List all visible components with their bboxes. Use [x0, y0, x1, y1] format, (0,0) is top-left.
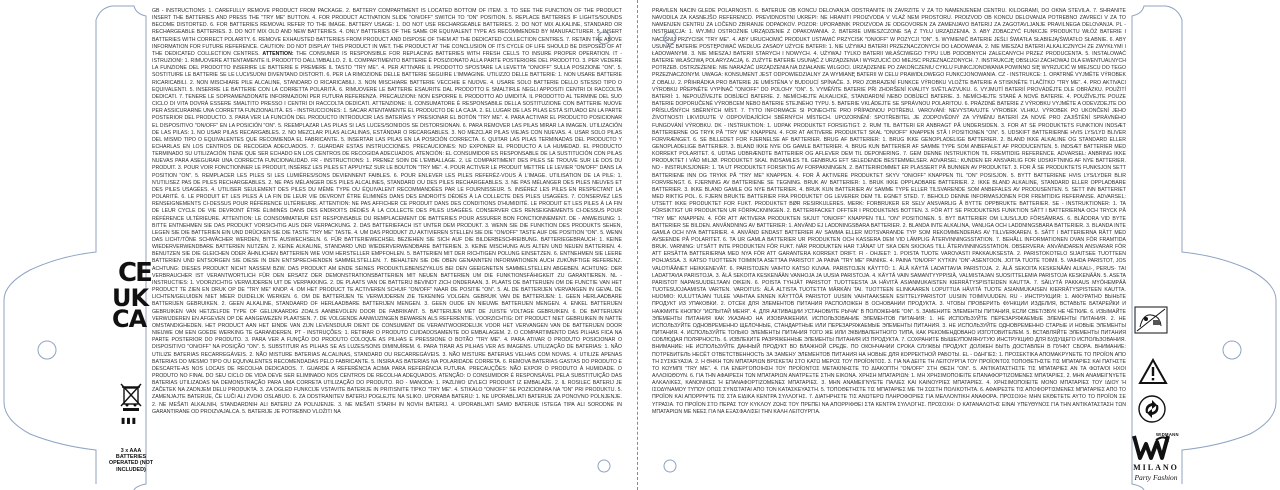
- ukca-mark: [112, 284, 152, 333]
- warning-triangle-icon: [1138, 358, 1168, 385]
- instructions-text-right: PRAVILEN NAČIN GLEDE POLARNOSTI. 6. BATERIJE OB KONCU DELOVANJA ODSTRANITE IN ZAVRZITE V ZA TO NAMENJENEM CENTRU. KILOGRAMI, DO OKNA ŠTEVILA. 7. SHRANITE NAVODILA ZA KASNEJŠO REFERENCO. PREVIDNOSTNI UKREPI: NE HRANITI PROIZVODA V VLAŽ NEM PROSTORU. PROIZVOD OB KONCU DELOVANJA POTREBNO ZAVRECI V ZA TO NAMENJEN CENTRU ZA LOČENO ZBIRANJE ODPADKOV. POZOR: UPORABNIK PROIZVODA JE ODGOVOREN ZA ZAMENJAVO BATERIJ ZA ZAGOTAVLJANJE PRAVILNEGA DELOVANJA. PL - INSTRUKCJA: 1. WYJMIJ OSTROŻNIE URZĄDZENIE Z OPAKOWANIA. 2. BATERIE UMIESZCZONE SĄ Z TYŁU URZĄDZENIA. 3. ABY ZOBACZYĆ FUNKCJE PRODUKTU WŁÓŻ BATERIE I NACIŚNIJ PRZYCISK "TRY ME". 4. ABY URUCHOMIĆ PRODUKT USTAWIĆ PRZYCISK "ON/OFF" W POZYCJI "ON". 5. WYMIENIĆ BATERIE JEŚLI ŚWIATŁA SŁABIEJĄ/ŚWIATŁO SŁABNIE. 6. ABY USUNĄĆ BATERIE POSTĘPOWAĆ WEDŁUG ZASADY UŻYCIE BATERII: 1. NIE UŻYWAJ BATERII PRZEZNACZONYCH DO ŁADOWANIA. 2. NIE MIESZAJ BATERII ALKALICZNYCH ZE ZWYKŁYMI I ŁADOWANYMI. 3. NIE MIESZAJ BATERII STARYCH I NOWYCH. 4. UŻYWAJ TYLKO BATERII WŁAŚCIWEGO TYPU LUB PODOBNYCH ZALECANYCH PRZEZ PRODUCENTA. 5. INSTALOWAĆ BATERIE WŁAŚCIWĄ POLARYZACJĄ. 6. ZUŻYTE BATERIE USUNĄĆ Z URZĄDZENIA I WYRZUCIĆ DO MIEJSC PRZEZNACZONYCH. 7. INSTRUKCJĘ OBSŁUGI ZACHOWAJ DLA EWENTUALNYCH POTRZEB. OSTRZEŻENIE: NIE NARAŻAĆ URZĄDZENIA NA DZIAŁANIE WILGOCI. URZĄDZENIE PO ZAKOŃCZENIU CYKLU FUNKCJONOWANIA POWINNO SIĘ WYRZUCIĆ W MIEJSCU DO TEGO PRZEZNACZONYM. UWAGA: KONSUMENT JEST ODPOWIEDZIALNY ZA WYMIANĘ BATERII W CELU PRAWIDŁOWEGO FUNKCJONOWANIA. CZ - INSTRUKCE: 1. OPATRNĚ VYJMĚTE VÝROBEK Z OBALU. 2. PŘIHRÁDKA PRO BATERIE JE UMÍSTĚNA V BUDOUCÍ SPÍNAČE. 3. PRO ZOBRAZENÍ FUNKCE VÝROBKU VLOŽTE BATERIE A STISKNĚTE TLAČÍTKO "TRY ME". 4. PRO AKTIVACI VÝROBKU PŘEPNĚTE VYPÍNAČ "ON/OFF" DO POLOHY "ON". 5. VYMĚŇTE BATERIE PŘI ZHORŠENÍ KVALITY SVĚTLA/ZVUKU. 6. VYJMUTÍ BATERIÍ PROVÁDĚJTE DLE OBRÁZKU. POUŽITÍ BATERIÍ: 1. NEPOUŽÍVEJTE DOBÍJECÍ BATERIE. 2. NEMÍCHEJTE ALKALICKÉ, STANDARDNÍ NEBO DOBÍJECÍ BATERIE. 3. NEMÍCHEJTE STARÉ A NOVÉ BATERIE. 4. POUŽÍVEJTE POUZE BATERIE DOPORUČENÉ VÝROBCEM NEBO BATERIE STEJNÉHO TYPU. 5. BATERIE VKLÁDEJTE SE SPRÁVNOU POLARITOU. 6. PRÁZDNÉ BATERIE Z VÝROBKU VYJMĚTE A ODEVZDEJTE DO PŘÍSLUŠNÝCH SBĚRNÝCH MÍST. 7. TYTO INFORMACE SI PONECHTE PRO PŘÍPADNOU POTŘEBU. VAROVÁNÍ: NEVYSTAVUJTE VÝROBEK VLHKU. VÝROBEK PO UKONČENÍ JEHO ŽIVOTNOSTI LIKVIDUJTE V ODPOVÍDAJÍCÍCH SBĚRNÝCH MÍSTECH. UPOZORNĚNÍ: SPOTŘEBITEL JE ZODPOVĚDNÝ ZA VÝMĚNU BATERIÍ ZA NOVÉ PRO ZAJIŠTĚNÍ SPRÁVNÉHO FUNGOVÁNÍ VÝROBKU. DK - INSTRUKTION: 1. UDPAK PRODUKTET FORSIGTIGT. 2. RUM TIL BATTERI ER ANBRAGT PÅ UNDERSIDEN. 3. FOR AT SE PRODUKTETS FUNKTION INDSÆT BATTERIERNE OG TRYK PÅ "TRY ME" KNAPPEN. 4. FOR AT AKTIVERE PRODUKTET SKAL "ON/OFF" KNAPPEN STÅ I POSITIONEN "ON". 5. UDSKIFT BATTERIERNE HVIS LYS/LYD BLIVER FORVRÆNGET. 6. SE BILLEDET FOR FJERNELSE AF BATTERIER. BRUG AF BATTERIER: 1. BRUG IKKE GENOPLADELIGE BATTERIER. 2. BLAND IKKE ALKALINE OG STANDARD ELLER GENOPLADELIGE BATTERIER. 3. BLAND IKKE NYE OG GAMLE BATTERIER. 4. BRUG KUN BATTERIER AF SAMME TYPE SOM ANBEFALET AF PRODUCENTEN. 5. INDSÆT BATTERIER MED KORREKT POLARITET. 6. UDTAG UDBRÆNDTE BATTERIER OG AFLEVER DEM TIL DEPONERING. 7. GEM DENNE INSTRUKTION TIL FREMTIDIG REFERENCE. ADVARSEL: ANBRING IKKE PRODUKTET I VÅD MILJØ. PRODUKTET SKAL INDSAMLES TIL GENBRUG EFT SELEDENDE BESTEMMELSER. ADVARSEL: KUNDEN ER ANSVARLIG FOR UDSKIFTNING AF NYE BATTERIER. NO - INSTRUKSJONER: 1. TA UT PRODUKTET FORSIKTIG AV FORPAKNINGEN. 2. BATTERIROMMET ER PLASSERT PÅ BUNNEN AV PRODUKTET. 3. FOR Å SE PRODUKTETS FUNKSJON SETT BATTERIENE INN OG TRYKK PÅ "TRY ME" KNAPPEN. 4. FOR Å AKTIVERE PRODUKTET SKYV "ON/OFF" KNAPPEN TIL "ON" POSISJON. 5. BYTT BATTERIENE HVIS LYS/LYDER BLIR FORVRENGT. 6. FJERNING AV BATTERIENE SE TEGNING. BRUK AV BATTERIER: 1. BRUK IKKE OPPLADBARE BATTERIER. 2. IKKE BLAND ALKALINE, STANDARD ELLER OPPLADBARE BATTERIER. 3. IKKE BLAND GAMLE OG NYE BATTERIER. 4. BRUK KUN BATTERIER AV SAMME TYPE ELLER TILSVARENDE SOM ANBEFALES AV PRODUSENTEN. 5. SETT INN BATTERIET MED RIKTIG POL. 6. FJERN BRUKTE BATTERIER FRA PRODUKTET OG LEVERER DEM TIL EGNET STED. 7. BEHOLD DENNE INFORMASJONEN FOR FREMTIDIG REFERANSE. ADVARSEL: UTSETT IKKE PRODUKTET FOR FUKT. PRODUKTET BØR RESIRKULERES. MERK: FORBRUKER ER SELV ANSVARLIG Å BYTTE OPPBRUKTE BATTERIER. SE - INSTRUKTIONER: 1. TA FÖRSIKTIGT UR PRODUKTEN UR FÖRPACKNINGEN. 2. BATTERIFACKET OFFTER I PRODUKTENS BOTTEN. 3. FÖR ATT SE PRODUKTENS FUNKTION SÄTT I BATTERIERNA OCH TRYCK PÅ "TRY ME" KNAPPEN. 4. FÖR ATT AKTIVERA PRODUKTEN SKJUT "ON/OFF" KNAPPEN TILL "ON" POSITIONEN. 5. BYT BATTERIER OM LJUS/LJUD FÖRSÄMRAS. 6. BLÄDDRA VID BYTE BATTERIER SE BILDEN. ANVÄNDNING AV BATTERIER: 1. ANVÄND EJ LADDNINGSBARA BATTERIER. 2. BLANDA INTE ALKALINA, VANLIGA OCH LADDNINGSBARA BATTERIER. 3. BLANDA INTE GAMLA OCH NYA BATTERIER. 4. ANVÄND ENDAST BATTERIER AV SAMMA ELLER MOTSVARANDE TYP SOM REKOMMENDERAS AV TILLVERKAREN. 5. SÄTT I BATTERIERNA RÄTT MED AVSEENDE PÅ POLARITET. 6. TA UR GAMLA BATTERIER UR PRODUKTEN OCH KASSERA DEM VID LÄMPLIG ÅTERVINNINGSSTATION. 7. BEHÅLL INFORMATIONEN OVAN FÖR FRAMTIDA BRUK. VARNING: UTSÄTT INTE PRODUKTEN FÖR FUKT. NÄR PRODUKTEN HAR TJÄNAT UT SKA DEN SKICKAS TILL ÅTERVINNINGSSTATION. OBSERVERA: ANVÄNDAREN ANSVARAR FÖR ATT ERSÄTTA BATTERIERNA MED NYA FÖR ATT GARANTERA KORREKT DRIFT. FI - OHJEET: 1. POISTA TUOTE VAROVASTI PAKKAUKSESTA. 2. PARISTOKOTELO SIJAITSEE TUOTTEEN POHJASSA. 3. KATSO TUOTTEEN TOIMINTA ASETTAA PARISTOT JA PAINA "TRY ME" PAINIKE. 4. PAINA "ON/OFF" KYTKIN "ON"-ASENTOON. JOTTA TUOTE TOIMII. 5. VAIHDA PARISTOT, JOS VALOT/ÄÄNET HEIKKENEVÄT. 6. PARISTOJEN VAIHTO KATSO KUVAA. PARISTOJEN KÄYTTÖ: 1. ÄLÄ KÄYTÄ LADATTAVIA PARISTOJA. 2. ÄLÄ SEKOITA KESKENÄÄN ALKALI-, PERUS- TAI LADATTAVIA PARISTOJA. 3. ÄLÄ SEKOITA KESKENÄÄN VANHOJA JA UUSIA PARISTOJA. 4. KÄYTÄ VAIN SAMANTYYPPISIÄ, VALMISTAJAN SUOSITTELEMIA PARISTOJA KESKENÄÄN. 5. ASETA PARISTOT NAPAISUUDELTAAN OIKEIN. 6. POISTA TYHJÄT PARISTOT TUOTTEESTA JA HÄVITÄ ASIANMUKAISTEN KIERRÄTYSPISTEIDEN KAUTTA. 7. SÄILYTÄ PAKKAUS MYÖHEMPÄÄ TUOTESUOJAAMISTA VARTEN. VAROITUS: ÄLÄ ALTISTA TUOTETTA MÄRKÄN TAI. TUOTTEEN ELINKAAREN LOPUTTUA HÄVITÄ TUOTE ASIANMUKAISEN KIERRÄTYSPISTEEN KAUTTA. HUOMIO: KULUTTAJAN TULEE VAIHTAA ENNEN KÄYTTÖÄ PARISTOT UUSIIN VAIHTAAKSEEN ESITTELYPARISTOT UUSIIN TOIMIVUUDEN. RU - ИНСТРУКЦИЯ: 1. АККУРАТНО ВЫНЬТЕ ПРОДУКТ ИЗ УПАКОВКИ. 2. ОТСЕК ДЛЯ ЭЛЕМЕНТОВ ПИТАНИЯ РАСПОЛОЖЕН В ОСНОВАНИИ ПРОДУКТА. 3. ЧТОБЫ ПРОВЕРИТЬ ФУНКЦИИ ИЗДЕЛИЯ, ВСТАВЬТЕ БАТАРЕЙКИ И НАЖМИТЕ КНОПКУ "ИСПЫТАЙ МЕНЯ". 4. ДЛЯ АКТИВАЦИИ УСТАНОВИТЕ РЫЧАГ В ПОЛОЖЕНИЕ "ON". 5. ЗАМЕНИТЕ ЭЛЕМЕНТЫ ПИТАНИЯ, ЕСЛИ СВЕТ/ЗВУК НЕ ЧЁТКИЕ. 6. ИЗЫМАЙТЕ ЭЛЕМЕНТЫ ПИТАНИЯ КАК УКАЗАНО НА ИЗОБРАЖЕНИИ. ИСПОЛЬЗОВАНИЕ ЭЛЕМЕНТОВ ПИТАНИЯ: 1. НЕ ИСПОЛЬЗУЙТЕ ПЕРЕЗАРЯЖАЕМЫЕ ЭЛЕМЕНТЫ ПИТАНИЯ. 2. НЕ ИСПОЛЬЗУЙТЕ ОДНОВРЕМЕННО ЩЕЛОЧНЫЕ, СТАНДАРТНЫЕ ИЛИ ПЕРЕЗАРЯЖАЕМЫЕ ЭЛЕМЕНТЫ ПИТАНИЯ. 3. НЕ ИСПОЛЬЗУЙТЕ ОДНОВРЕМЕННО СТАРЫЕ И НОВЫЕ ЭЛЕМЕНТЫ ПИТАНИЯ. 4. ИСПОЛЬЗУЙТЕ ТОЛЬКО ЭЛЕМЕНТЫ ПИТАНИЯ ТОГО ЖЕ ИЛИ ЭКВИВАЛЕНТНОГО ТИПА, КАК РЕКОМЕНДОВАНО ИЗГОТОВИТЕЛЕМ. 5. ВСТАВЛЯЙТЕ ЭЛЕМЕНТЫ ПИТАНИЯ СОБЛЮДАЯ ПОЛЯРНОСТЬ. 6. ИЗВЛЕКИТЕ РАЗРЯЖЕННЫЕ ЭЛЕМЕНТЫ ПИТАНИЯ ИЗ ПРОДУКТА. 7. СОХРАНИТЕ ВЫШЕУПОМЯНУТУЮ ИНСТРУКЦИЮ ДЛЯ БУДУЩЕГО ИСПОЛЬЗОВАНИЯ. ВНИМАНИЕ: НЕ ИСПОЛЬЗУЙТЕ ДАННЫЙ ПРОДУКТ ВО ВЛАЖНОЙ СРЕДЕ. ПО ОКОНЧАНИИ СРОКА СЛУЖБЫ ПРОДУКТ ДОЛЖЕН БЫТЬ ДОСТАВЛЕН В ПУНКТ СБОРА. ВНИМАНИЕ: ПОТРЕБИТЕЛЬ НЕСЁТ ОТВЕТСТВЕННОСТЬ ЗА ЗАМЕНУ ЭЛЕМЕНТОВ ПИТАНИЯ НА НОВЫЕ ДЛЯ КОРРЕКТНОЙ РАБОТЫ. EL - ΟΔΗΓΙΕΣ: 1. ΠΡΟΣΕΚΤΙΚΑ ΑΠΟΜΑΚΡΥΝΕΤΕ ΤΟ ΠΡΟΪΟΝ ΑΠΟ ΤΗ ΣΥΣΚΕΥΑΣΙΑ. 2. Η ΘΗΚΗ ΤΩΝ ΜΠΑΤΑΡΙΩΝ ΒΡΙΣΚΕΤΑΙ ΣΤΟ ΚΑΤΩ ΜΕΡΟΣ ΤΟΥ ΠΡΟΪΟΝΤΟΣ. 3. ΓΙΑ ΝΑ ΔΕΙΤΕ ΤΗ ΛΕΙΤΟΥΡΓΙΑ ΤΟΥ ΠΡΟΪΟΝΤΟΣ ΤΟΠΟΘΕΤΗΣΤΕ ΤΙΣ ΜΠΑΤΑΡΙΕΣ ΚΑΙ ΠΑΤΗΣΤΕ ΤΟ ΚΟΥΜΠΙ "TRY ME". 4. ΓΙΑ ΕΝΕΡΓΟΠΟΙΗΣΗ ΤΟΥ ΠΡΟΪΟΝΤΟΣ ΜΕΤΑΚΙΝΗΣΤΕ ΤΟ ΔΙΑΚΟΠΤΗ "ON/OFF" ΣΤΗ ΘΕΣΗ "ON". 5. ΑΝΤΙΚΑΤΑΣΤΗΣΤΕ ΤΙΣ ΜΠΑΤΑΡΙΕΣ ΑΝ ΤΑ ΦΩΤΑ/ΟΙ ΗΧΟΙ ΑΛΛΟΙΩΘΟΥΝ. 6. ΓΙΑ ΤΗΝ ΑΦΑΙΡΕΣΗ ΤΩΝ ΜΠΑΤΑΡΙΩΝ ΑΝΑΤΡΕΞΤΕ ΣΤΗΝ ΕΙΚΟΝΑ. ΧΡΗΣΗ ΜΠΑΤΑΡΙΩΝ: 1. ΜΗ ΧΡΗΣΙΜΟΠΟΙΕΙΤΕ ΕΠΑΝΑΦΟΡΤΙΖΟΜΕΝΕΣ ΜΠΑΤΑΡΙΕΣ. 2. ΜΗΝ ΑΝΑΜΕΙΓΝΥΕΤΕ ΑΛΚΑΛΙΚΕΣ, ΚΑΝΟΝΙΚΕΣ Ή ΕΠΑΝΑΦΟΡΤΙΖΟΜΕΝΕΣ ΜΠΑΤΑΡΙΕΣ. 3. ΜΗΝ ΑΝΑΜΕΙΓΝΥΕΤΕ ΠΑΛΙΕΣ ΚΑΙ ΚΑΙΝΟΥΡΙΕΣ ΜΠΑΤΑΡΙΕΣ. 4. ΧΡΗΣΙΜΟΠΟΙΕΙΤΕ ΜΟΝΟ ΜΠΑΤΑΡΙΕΣ ΤΟΥ ΙΔΙΟΥ Ή ΙΣΟΔΥΝΑΜΟΥ ΤΥΠΟΥ ΟΠΩΣ ΣΥΝΙΣΤΑΤΑΙ ΑΠΟ ΤΟΝ ΚΑΤΑΣΚΕΥΑΣΤΗ. 5. ΤΟΠΟΘΕΤΗΣΤΕ ΤΙΣ ΜΠΑΤΑΡΙΕΣ ΜΕ ΤΗ ΣΩΣΤΗ ΠΟΛΙΚΟΤΗΤΑ. 6. ΑΦΑΙΡΕΣΤΕ ΤΙΣ ΑΠΟΦΟΡΤΙΣΜΕΝΕΣ ΜΠΑΤΑΡΙΕΣ ΑΠΟ ΤΟ ΠΡΟΪΟΝ ΚΑΙ ΑΠΟΡΡΙΨΤΕ ΤΙΣ ΣΤΑ ΕΙΔΙΚΑ ΚΕΝΤΡΑ ΣΥΛΛΟΓΗΣ. 7. ΔΙΑΤΗΡΗΣΤΕ ΤΙΣ ΑΝΩΤΕΡΩ ΠΛΗΡΟΦΟΡΙΕΣ ΓΙΑ ΜΕΛΛΟΝΤΙΚΗ ΑΝΑΦΟΡΑ. ΠΡΟΣΟΧΗ: ΜΗΝ ΕΚΘΕΤΕΤΕ ΑΥΤΟ ΤΟ ΠΡΟΪΟΝ ΣΕ ΥΓΡΑΣΙΑ. ΤΟ ΠΡΟΪΟΝ ΣΤΟ ΠΕΡΑΣ ΤΟΥ ΚΥΚΛΟΥ ΖΩΗΣ ΤΟΥ ΠΡΕΠΕΙ ΝΑ ΑΠΟΡΡΙΦΘΕΙ ΣΤΑ ΚΕΝΤΡΑ ΣΥΛΛΟΓΗΣ. ΠΡΟΣΟΧΗ: Ο ΚΑΤΑΝΑΛΩΤΗΣ ΕΙΝΑΙ ΥΠΕΥΘΥΝΟΣ ΓΙΑ ΤΗΝ ΑΝΤΙΚΑΤΑΣΤΑΣΗ ΤΩΝ ΜΠΑΤΑΡΙΩΝ ΜΕ ΝΕΕΣ ΓΙΑ ΝΑ ΕΞΑΣΦΑΛΙΣΕΙ ΤΗΝ ΚΑΛΗ ΛΕΙΤΟΥΡΓΙΑ.: [652, 8, 1126, 415]
- fold-line: [637, 0, 638, 490]
- ce-mark: CE: [118, 258, 151, 288]
- instructions-text-left-2: THE CONSUMER IS RESPONSIBLE FOR REPLACING BATTERIES WITH FRESH CELLS TO INSURE PROPER OPERATION. IT - ISTRUZIONI: 1. RIMUOVERE ATTENTAMENTE IL PRODOTTO DALL'IMBALLO. 2. IL COMPARTIMENTO BATTERIE È POSIZIONATO ALLA PARTE POSTERIORE DEL PRODOTTO. 3. PER VEDERE LA FUNZIONE DEL PRODOTTO INSERIRE LE BATTERIE E PREMERE IL TASTO "TRY ME". 4. PER ATTIVARE IL PRODOTTO SPOSTARE LA LEVETTA "ON/OFF" SULLA POSIZIONE "ON". 5. SOSTITUIRE LE BATTERIE SE LE LUCI/SUONI DIVENTANO DISTORTI. 6. PER LA RIMOZIONE DELLE BATTERIE SEGUIRE L'IMMAGINE. UTILIZZO DELLE BATTERIE: 1. NON USARE BATTERIE RICARICABILI. 2. NON MISCHIARE PILE ALCALINE, STANDARD O RICARICABILI. 3. NON MISCHIARE BATTERIE VECCHIE E NUOVE. 4. USARE SOLO BATTERIE DELLO STESSO TIPO O EQUIVALENTI. 5. INSERIRE LE BATTERIE CON LA CORRETTA POLARITÀ. 6. RIMUOVERE LE BATTERIE ESAURITE DAL PRODOTTO E SMALTIRLE NEGLI APPOSITI CENTRI DI RACCOLTA DEDICATI. 7. TENERE LE SOPRAMENZIONATE INFORMAZIONI PER FUTURA REFERENZA. PRECAUZIONI: NON ESPORRE IL PRODOTTO AD UMIDITÀ. IL PRODOTTO AL TERMINE DEL SUO CICLO DI VITA DOVRÀ ESSERE SMALTITO PRESSO I CENTRI DI RACCOLTA DEDICATI. ATTENZIONE: IL CONSUMATORE È RESPONSABILE DELLA SOSTITUZIONE CON BATTERIE NUOVE PER ASSICURARNE UNA CORRETTA FUNZIONALITÀ. ES - INSTRUCCIONES: 1. SACAR ATENTAMENTE EL PRODUCTO DE LA CAJA. 2. EL LUGAR DE LAS PILAS ESTÁ SITUADO EN LA PARTE POSTERIOR DEL PRODUCTO. 3. PARA VER LA FUNCIÓN DEL PRODUCTO INTRODUCIR LAS BATERÍAS Y PRESIONAR EL BOTÓN "TRY ME". 4. PARA ACTIVAR EL PRODUCTO POSICIONAR EL DISPOSITIVO "ON/OFF" EN LA POSICIÓN "ON". 5. REEMPLAZAR LAS PILAS SI LAS LUCES/SONIDOS SE DISTORSIONAN. 6. PARA REMOVER LAS PILAS MIRAR LA IMAGEN. UTILIZACIÓN DE LAS PILAS: 1. NO USAR PILAS RECARGABLES. 2. NO MEZCLAR PILAS ALCALINAS, ESTÁNDAR O RECARGABLES. 3. NO MEZCLAR PILAS VIEJAS CON NUEVAS. 4. USAR SOLO PILAS DEL MISMO TIPO O EQUIVALENTES QUE RECOMIENDA EL FABRICANTE. 5. INSERTAR LAS PILAS EN LA POSICIÓN CORRECTA. 6. QUITAR LAS PILAS TERMINADAS DEL PRODUCTO Y ECHARLAS EN LOS CENTROS DE RECOGIDA ADECUADOS. 7. GUARDAR ESTAS INSTRUCCIONES. PRECAUCIONES: NO EXPONER EL PRODUCTO A LA HUMEDAD. EL PRODUCTO TERMINADO SU UTILIZACIÓN TIENE QUE SER ECHADO EN LOS CENTROS DE RECOGIDA ADECUADOS. ATENCIÓN: EL CONSUMIDOR ES RESPONSABLE DE LA SUSTITUCIÓN CON PILAS NUEVAS PARA ASEGURAR UNA CORRECTA FUNCIONALIDAD. FR - INSTRUCTIONS: 1. PRENEZ SOIN DE L'EMBALLAGE. 2. LE COMPARTIMENT DES PILES SE TROUVE SUR LE DOS DU PRODUIT. 3. POUR VOIR FONCTIONNER LE PRODUIT, INSÉREZ LES PILES ET APPUYEZ SUR LE BOUTON "TRY ME". 4. POUR ACTIVER LE PRODUIT METTRE LE LEVIER "ON/OFF" DANS LA POSITION "ON". 5. REMPLACER LES PILES SI LES LUMIÈRES/SONS DEVIENNENT FAIBLES. 6. POUR ENLEVER LES PILES REFERÉZ-VOUS À L'IMAGE. UTILISATION DE LA PILE: 1. N'UTILISEZ PAS DE PILES RECHARGEABLES. 2. NE PAS MÉLANGER DES PILES ALCALINES, STANDARD OU DES PILES RECHARGEABLES. 3. NE PAS MÉLANGER DES PILES NEUVES ET DES PILES USAGÉES. 4. UTILISER SEULEMENT DES PILES DU MÊME TYPE OU ÉQUIVALENT RECOMMANDÉES PAR LE FOURNISSEUR. 5. INSÉREZ LES PILES EN RESPECTANT LA POLARITÉ. 6. LE PRODUIT ET LES PILES À LA FIN DE LEUR VIE DEVRONT ÊTRE ÉLIMINÉS DANS DES ENDROITS DÉDIÉS À LA COLLECTE DES PILES USAGÉES. 7. CONSERVEZ LES RENSEIGNEMENTS CI-DESSUS POUR RÉFÉRENCE ULTÉRIEURE. ATTENTION: NE PAS AFFICHER CE PRODUIT DANS DES CONDITIONS D'HUMIDITÉ. LE PRODUIT ET LES PILES À LA FIN DE LEUR CYCLE DE VIE DEVRONT ÊTRE ÉLIMINÉS DANS DES ENDROITS DÉDIÉS À LA COLLECTE DES PILES USAGÉES. CONSERVER CES RENSEIGNEMENTS CI-DESSUS POUR RÉFÉRENCE ULTÉRIEURE. ATTENTION: LE CONSOMMATEUR EST RESPONSABLE DU REMPLACEMENT DE BATTERIES POUR ASSURER BON FONCTIONNEMENT. DE - ANWEISUNG: 1. BITTE ENTNEHMEN SIE DAS PRODUKT VORSICHTIG AUS DER VERPACKUNG. 2. DAS BATTERIEFACH IST UNTER DEM PRODUKT. 3. WENN SIE DIE FUNKTION DES PRODUKTS SEHEN, LEGEN SIE DIE BATTERIEN EIN UND DRÜCKEN SIE DIE TASTE "TRY ME" TASTE. 4. UM DAS PRODUKT ZU AKTIVIEREN STELLEN SIE DIE "ON/OFF" TASTE AUF DIE POSITION "ON". 5. WENN DAS LICHT/TÖNE SCHWÄCHER WERDEN, BITTE AUSWECHSELN. 6. FÜR BATTERIEWECHSEL BEZIEHEN SIE SICH AUF DIE BILDERBESCHREIBUNG. BATTERIEGEBRAUCH: 1. KEINE WIEDERVERWENDBARE BATTERIEN NUTZEN. 2. KEINE ALKALINE, STANDARD UND WIEDERVERWENDBARE BATTERIEN. 3. KEINE MISCHUNG AUS ALTEN UND NEUEN BATTERIEN. 4. BENUTZEN SIE DIE GLEICHEN ODER ÄHNLICHEN BATTERIEN WIE VOM HERSTELLER EMPFOHLEN. 5. BATTERIEN MIT DER RICHTIGEN POLUNG EINSETZEN. 6. ENTNEHMEN SIE LEERE BATTERIEN UND ENTSORGEN SIE DIESE IN DEN ENTSPRECHENDEN SAMMELSTELLEN. 7. BEHALTEN SIE DIE OBEN GENANNTEN INFORMATIONEN AUCH ZUKÜNFTIGE REFERENZ. ACHTUNG: DIESES PRODUKT NICHT NASSEM BZW. DAS PRODUKT AM ENDE SEINES PRODUKTLEBENSZYKLUS BEI DEN GEEIGNETEN SAMMELSTELLEN ABGEBEN. ACHTUNG: DER VERBRAUCHER IST VERANTWORTLICH FÜR DEN ERSATZ DER DEMONSTRATIONSBATTERIEN MIT NEUEN BATTERIEN UM DIE FUNKTIONSFÄHIGKEIT ZU GARANTIEREN. NL - INSTRUCTIES: 1. VOORZICHTIG VERWIJDEREN UIT DE VERPAKKING. 2. DE PLAATS VAN DE BATTERIJ BEVINDT ZICH ONDERAAN. 3. PLAATS DE BATTERIJEN OM DE FUNCTIE VAN HET PRODUCT TE ZIEN EN DRUK OP DE "TRY ME" KNOP. 4. OM HET PRODUCT TE ACTIVEREN SCHUIF "ON/OFF" NAAR DE POSITIE "ON". 5. AL DE BATTERIJEN VERVANGEN IN GEVAL DE LICHTEN/GELUIDEN NIET MEER DUIDELIJK WERKEN. 6. OM DE BATTERIJEN TE VERWIJDEREN ZIE TEKENING VOLGEN. GEBRUIK VAN DE BATTERIJEN: 1. GEEN HERLAADBARE BATTERIJEN GEBRUIKEN. 2. GEEN ALKALINE, STANDAARD OF HERLAADBARE BATTERIJEN MENGEN. 3. GEEN OUDE EN NIEUWE BATTERIJEN MENGEN. 4. ENKEL BATTERIJEN GEBRUIKEN VAN HETZELFDE TYPE OF GELIJKAARDIG ZOALS AANBEVOLEN DOOR DE FABRIKANT. 5. BATTERIJEN MET DE JUISTE VOLTAGE GEBRUIKEN. 6. DE BATTERIJEN VERWIJDEREN EN AFGEVEN OP DE AANGEWEZEN PLAATSEN. 7. DE VOLGENDE AANWIJZINGEN BEWAREN ALS REFERENTIE. VOORZICHTIG: DIT PRODUCT NIET GEBRUIKEN IN NATTE OMSTANDIGHEDEN. HET PRODUCT AAN HET EINDE VAN ZIJN LEVENSDUUR DIENT DE CONSUMENT DE VERANTWOORDELIJK VOOR HET VERVANGEN VAN DE BATTERIJEN DOOR NIEUWE OM EEN GOEDE WERKING TE GARANDEREN. PT - INSTRUÇÕES: 1. RETIRAR O PRODUTO CUIDADOSAMENTE DO EMBALAGEM. 2. O COMPARTIMENTO DAS PILHAS FICA NA PARTE POSTERIOR DO PRODUTO. 3. PARA VER A FUNÇÃO DO PRODUTO COLOQUE AS PILHAS E PRESSIONE O BOTÃO "TRY ME". 4. PARA ATIVAR O PRODUTO POSICIONAR O DISPOSITIVO "ON/OFF" NA POSIÇÃO "ON". 5. SUBSTITUIR AS PILHAS SE AS LUZES/SONS DIMINUÍREM. 6. PARA TIRAR AS PILHAS VER AS IMAGENS. UTILIZAÇÃO DE BATERIAS: 1. NÃO UTILIZE BATERIAS RECARREGÁVEIS. 2. NÃO MISTURE BATERIAS ALCALINAS, STANDARD OU RECARREGÁVEIS. 3. NÃO MISTURE BATERIAS VELHAS COM NOVAS. 4. UTILIZE APENAS BATERIAS DO MESMO TIPO OU EQUIVALENTES RECOMENDADAS PELO FABRICANTE. 5. INSIRA AS BATERIAS NA POLARIDADE CORRETA. 6. REMOVA BATERIAS GASTAS DO PRODUTO E DESCARTE-AS NOS LOCAIS DE RECOLHA DEDICADOS. 7. GUARDE A REFERÊNCIA ACIMA PARA REFERÊNCIA FUTURA. PRECAUÇÕES: NÃO EXPOR O PRODUTO À HUMIDADE. O PRODUTO NO FINAL DO SEU CICLO DE VIDA DEVE SER ELIMINADO NOS CENTROS DE RECOLHA ADEQUADOS. ATENÇÃO: O CONSUMIDOR É RESPONSÁVEL PELA SUBSTITUIÇÃO DAS BATERIAS UTILIZADAS NA DEMONSTRAÇÃO PARA UMA CORRETA UTILIZAÇÃO DO PRODUTO. RO - MANODA: 1. PAZLIWO IZVLECI PRODUKT IZ EMBALAŽE. 2. IL ROSILEC BATERIJ JE ZAČETEK NA ZADNJEM DELU PRODUKTA. 3. ZA OGLED FUNKCIJE VSTAVITE BATERIJE IN PRITISNITE TIPKO "TRY ME". 4. STIKALO "ON/OFF" SE POZICIONIRA NA "ON" PRI PRODUKTU. 5. ZAMENJAJTE BATERIJE, ČE LUČI ALI ZVOKI OSLABIJO. 6. ZA ODSTRANITEV BATERIJ POGLEJTE NA SLIKO. UPORABA BATERIJ: 1. NE UPORABLJATI BATERIJE ZA PONOVNO POLNJENJE. 2. NE MEŠATI ALKALNIH, STANDARDNIH ALI BATERIJ ZA POLNJENJE. 3. NE MEŠATI STARIH IN NOVIH BATERIJ. 4. UPORABLJATI SAMO BATERIJE ISTEGA TIPA ALI SORODNE IN GARANTIRANE OD PROIZVAJALCA. 5. BATERIJE JE POTREBNO VLOŽITI NA: [152, 50, 622, 415]
- choking-hazard-icon: [1134, 306, 1168, 334]
- ukca-line-1: UK: [112, 284, 149, 312]
- weee-bin-icon: [120, 382, 142, 412]
- instructions-text-left-1: GB - INSTRUCTIONS: 1. CAREFULLY REMOVE PRODUCT FROM PACKAGE. 2. BATTERY COMPARTMENT IS LOCATED BOTTOM OF ITEM. 3. TO SEE THE FUNCTION OF THE PRODUCT INSERT THE BATTERIES AND PRESS THE "TRY ME" BUTTON. 4. FOR PRODUCT ACTIVATION SLIDE "ON/OFF" SWITCH TO "ON" POSITION. 5. REPLACE BATTERIES IF LIGHTS/SOUNDS BECOME DISTORTED. 6. FOR BATTERIES REMOVAL REFER TO THE IMAGE. BATTERY USAGE: 1. DO NOT USE RECHARGEABLE BATTERIES. 2. DO NOT MIX ALKALINE, STANDARD OR RECHARGEABLE BATTERIES. 3. DO NOT MIX OLD AND NEW BATTERIES. 4. ONLY BATTERIES OF THE SAME OR EQUIVALENT TYPE AS RECOMMENDED BY MANUFACTURER. 5. INSERT BATTERIES WITH CORRECT POLARITY. 6. REMOVE EXHAUSTED BATTERIES FROM PRODUCT AND DISPOSE OF THEM AT THE DEDICATED COLLECTION CENTRES. 7. RETAIN THE ABOVE INFORMATION FOR FUTURE REFERENCE. CAUTION: DO NOT DISPLAY THIS PRODUCT IN WET. THE PRODUCT AT THE CONCLUSION OF ITS CYCLE OF LIFE SHOULD BE DISPOSED OF AT THE DEDICATED COLLECTION CENTRES.: [152, 8, 622, 57]
- brand-name: MILANO: [1133, 463, 1179, 472]
- ukca-line-2: CA: [112, 305, 147, 333]
- recycle-icon: [1138, 395, 1166, 423]
- brand-mark-text: WIDMANN: [1156, 432, 1179, 437]
- attention-label: ATTENTION:: [262, 50, 294, 57]
- battery-requirement-note: 3 x AAA BATTERIES OPERATED (NOT INCLUDED): [108, 448, 154, 473]
- battery-icons: ▮▮▮: [121, 416, 138, 425]
- instructions-panel-left: [152, 8, 622, 484]
- instructions-panel-right: [652, 8, 1126, 484]
- brand-tagline: Party Fashion: [1134, 473, 1178, 482]
